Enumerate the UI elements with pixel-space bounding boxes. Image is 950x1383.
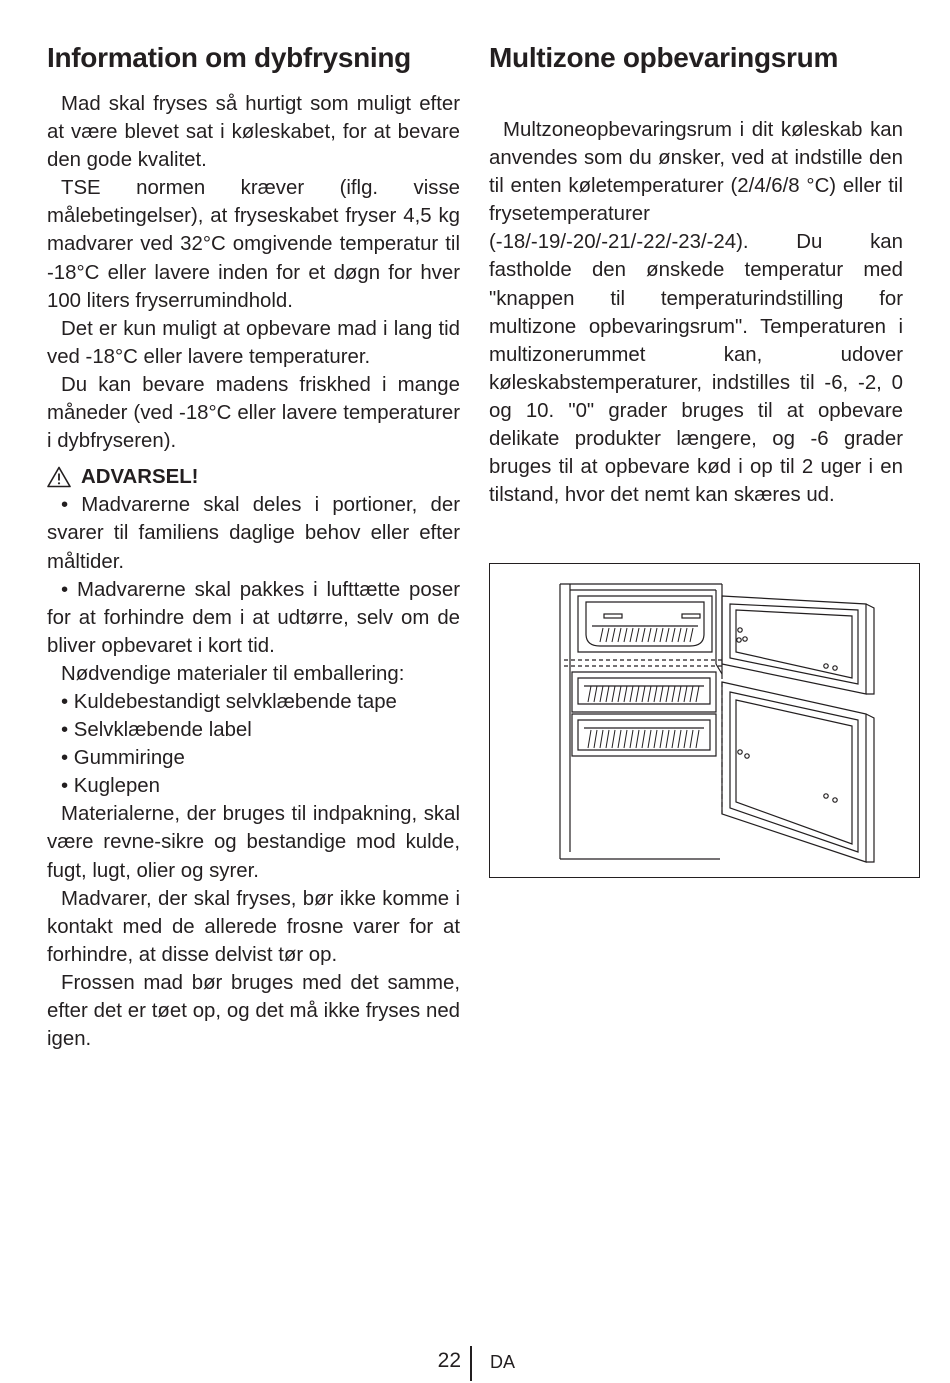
left-column: [47, 40, 460, 1053]
warning-label: ADVARSEL!: [81, 466, 199, 489]
paragraph: TSE normen kræver (iflg. visse målebetingelser), at fryseskabet fryser 4,5 kg madvarer ved 32°C omgivende temperatur til -18°C eller lavere inden for et døgn for hver 100 liters fryserrumindhold.: [47, 177, 460, 312]
section-title-multizone: Multizone opbevaringsrum: [489, 42, 839, 73]
page-footer: [0, 1346, 950, 1382]
warning-bullet: • Madvarerne skal deles i portioner, der svarer til familiens daglige behov eller efter måltider.: [47, 494, 460, 573]
list-item: • Kuldebestandigt selvklæbende tape: [61, 690, 397, 713]
list-item: • Selvklæbende label: [61, 719, 252, 742]
warning-bullet: • Madvarerne skal pakkes i lufttætte poser for at forhindre dem i at udtørre, selv om de bliver opbevaret i kort tid.: [47, 578, 460, 657]
fridge-drawer-drawing: [490, 564, 918, 876]
paragraph: Mad skal fryses så hurtigt som muligt efter at være blevet sat i køleskabet, for at bevare den gode kvalitet.: [47, 93, 460, 172]
multizone-compartment-illustration: [489, 563, 920, 878]
language-code: DA: [490, 1352, 516, 1372]
paragraph: Det er kun muligt at opbevare mad i lang tid ved -18°C eller lavere temperaturer.: [47, 317, 460, 368]
paragraph: Frossen mad bør bruges med det samme, efter det er tøet op, og det må ikke fryses ned igen.: [47, 971, 460, 1051]
paragraph: Madvarer, der skal fryses, bør ikke komme i kontakt med de allerede frosne varer for at forhindre, at disse delvist tør op.: [47, 887, 460, 966]
right-column: [489, 40, 903, 509]
footer-divider: [470, 1346, 472, 1381]
list-item: • Kuglepen: [61, 775, 160, 798]
paragraph: Multzoneopbevaringsrum i dit køleskab kan anvendes som du ønsker, ved at indstille den til enten køletemperaturer (2/4/6/8 °C) eller til frysetemperaturer (-18/-19/-20/-21/-22/-23/-24). Du kan fastholde den ønskede temperatur med "knappen til temperaturindstilling for multizone opbevaringsrum". Temperaturen i multizonerummet kan, udover køleskabstemperaturer, indstilles til -6, -2, 0 og 10. "0" grader bruges til at opbevare delikate produkter længere, og -6 grader bruges til at opbevare kød i op til 2 uger i en tilstand, hvor det nemt kan skæres ud.: [489, 119, 903, 507]
warning-heading: [47, 463, 460, 491]
list-item: • Gummiringe: [61, 747, 185, 770]
materials-intro: Nødvendige materialer til emballering:: [61, 662, 405, 685]
paragraph: Materialerne, der bruges til indpakning, skal være revne-sikre og bestandige mod kulde, fugt, lugt, olier og syrer.: [47, 803, 460, 882]
warning-triangle-icon: [47, 466, 71, 488]
page-number: 22: [437, 1349, 461, 1372]
section-title-freezing: Information om dybfrysning: [47, 42, 411, 73]
paragraph: Du kan bevare madens friskhed i mange måneder (ved -18°C eller lavere temperaturer i dybfryseren).: [47, 373, 460, 453]
